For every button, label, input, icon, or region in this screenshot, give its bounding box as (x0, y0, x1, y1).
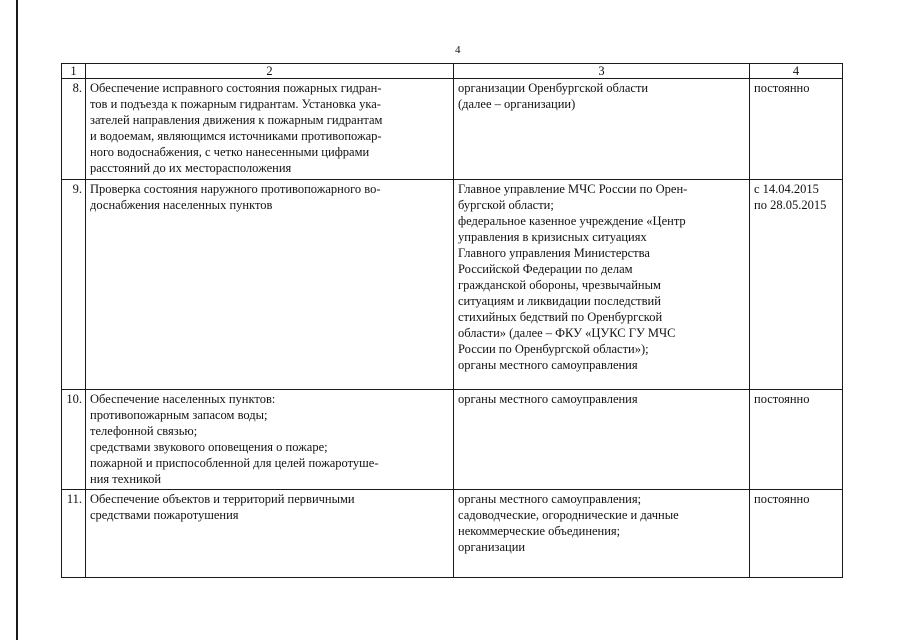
measure-line: Обеспечение объектов и территорий первичными (90, 492, 355, 506)
responsible-line: России по Оренбургской области»); (458, 342, 649, 356)
responsible-line: Главное управление МЧС России по Орен- (458, 182, 688, 196)
column-header-3: 3 (454, 64, 750, 79)
measure-line: Обеспечение исправного состояния пожарных гидран- (90, 81, 382, 95)
table-row (62, 390, 843, 490)
responsible-cell (454, 180, 750, 390)
responsible-line: органы местного самоуправления (458, 358, 638, 372)
deadline-line: по 28.05.2015 (754, 198, 827, 212)
deadline-line: постоянно (754, 492, 810, 506)
responsible-line: организации Оренбургской области (458, 81, 649, 95)
measure-line: пожарной и приспособленной для целей пожаротуше- (90, 456, 379, 470)
deadline-line: постоянно (754, 81, 810, 95)
deadline-cell (750, 79, 843, 180)
responsible-line: области» (далее – ФКУ «ЦУКС ГУ МЧС (458, 326, 676, 340)
deadline-line: постоянно (754, 392, 810, 406)
measure-line: телефонной связью; (90, 424, 198, 438)
responsible-line: бургской области; (458, 198, 554, 212)
measure-line: ного водоснабжения, с четко нанесенными цифрами (90, 145, 370, 159)
responsible-line: ситуациям и ликвидации последствий (458, 294, 661, 308)
measure-line: зателей направления движения к пожарным гидрантам (90, 113, 383, 127)
responsible-line: федеральное казенное учреждение «Центр (458, 214, 686, 228)
row-number-cell: 9. (62, 180, 86, 390)
responsible-line: гражданской обороны, чрезвычайным (458, 278, 661, 292)
row-number-cell: 8. (62, 79, 86, 180)
responsible-line: органы местного самоуправления; (458, 492, 642, 506)
responsible-line: (далее – организации) (458, 97, 576, 111)
row-number-cell: 10. (62, 390, 86, 490)
responsible-cell (454, 390, 750, 490)
responsible-line: некоммерческие объединения; (458, 524, 621, 538)
measure-line: расстояний до их месторасположения (90, 161, 292, 175)
column-header-2: 2 (86, 64, 454, 79)
deadline-line: с 14.04.2015 (754, 182, 819, 196)
table-row (62, 180, 843, 390)
measure-cell (86, 490, 454, 578)
measure-cell (86, 79, 454, 180)
responsible-line: Главного управления Министерства (458, 246, 650, 260)
responsible-line: стихийных бедствий по Оренбургской (458, 310, 663, 324)
measure-line: средствами звукового оповещения о пожаре; (90, 440, 328, 454)
responsible-cell (454, 79, 750, 180)
measure-cell (86, 180, 454, 390)
deadline-cell (750, 390, 843, 490)
measure-line: противопожарным запасом воды; (90, 408, 268, 422)
responsible-line: садоводческие, огороднические и дачные (458, 508, 679, 522)
table-row (62, 490, 843, 578)
page-number: 4 (455, 44, 461, 56)
measure-line: средствами пожаротушения (90, 508, 239, 522)
responsible-line: Российской Федерации по делам (458, 262, 633, 276)
measure-line: ния техникой (90, 472, 162, 486)
column-header-4: 4 (750, 64, 843, 79)
measures-table (61, 63, 843, 578)
responsible-cell (454, 490, 750, 578)
row-number-cell: 11. (62, 490, 86, 578)
measure-line: тов и подъезда к пожарным гидрантам. Установка ука- (90, 97, 381, 111)
scan-edge-line (16, 0, 18, 640)
deadline-cell (750, 180, 843, 390)
measure-cell (86, 390, 454, 490)
measure-line: доснабжения населенных пунктов (90, 198, 273, 212)
measure-line: Проверка состояния наружного противопожарного во- (90, 182, 381, 196)
measure-line: и водоемам, являющимся источниками противопожар- (90, 129, 382, 143)
responsible-line: органы местного самоуправления (458, 392, 638, 406)
column-header-1: 1 (62, 64, 86, 79)
deadline-cell (750, 490, 843, 578)
table-header-row (62, 64, 843, 79)
responsible-line: управления в кризисных ситуациях (458, 230, 647, 244)
table-row (62, 79, 843, 180)
responsible-line: организации (458, 540, 526, 554)
measure-line: Обеспечение населенных пунктов: (90, 392, 276, 406)
